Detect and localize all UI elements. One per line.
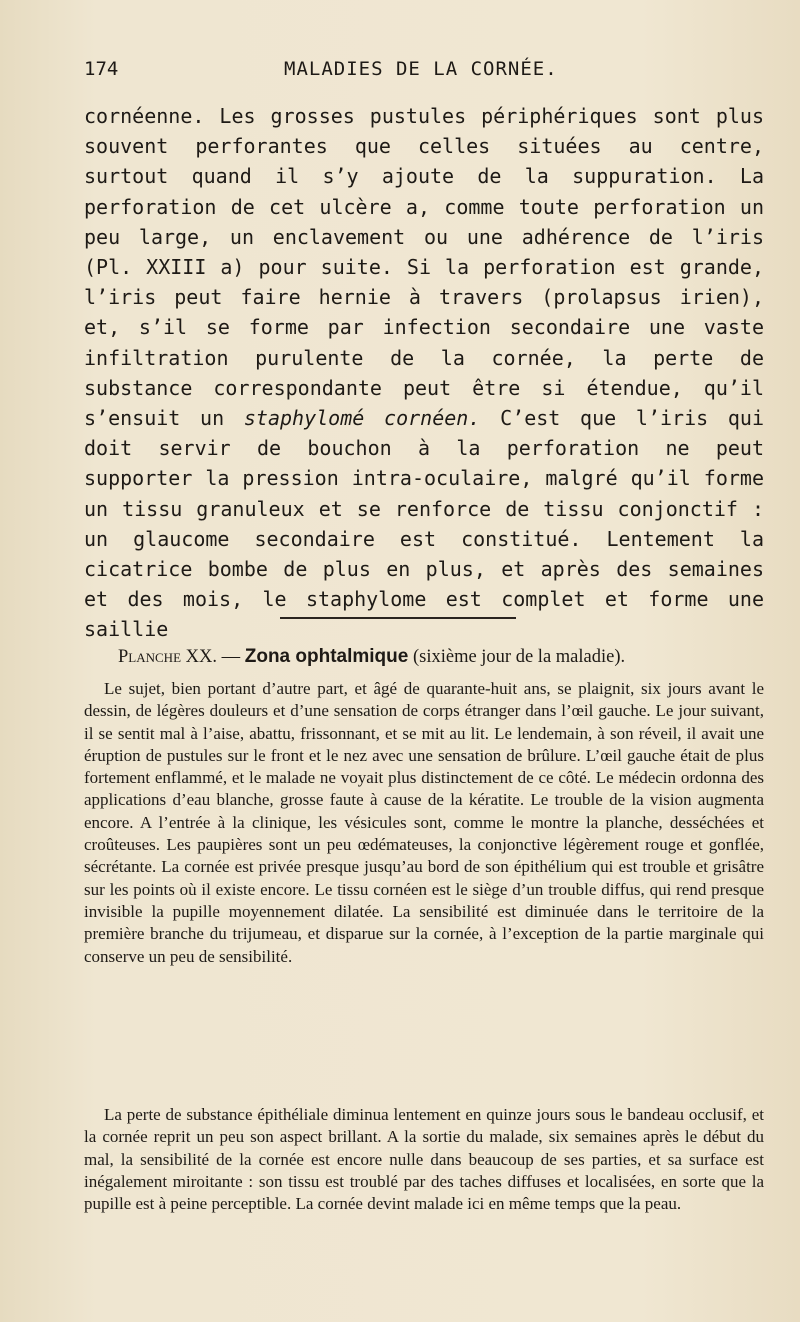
running-header	[84, 58, 764, 88]
main-text-part-b: C’est que l’iris qui doit servir de bouchon à la perforation ne peut supporter la pression intra-oculaire, malgré qu’il forme un tissu granuleux et se renforce de tissu conjonctif : un glaucome secondaire est constitué. Lentement la cicatrice bombe de plus en plus, et après des semaines et des mois, le staphylome est complet et forme une saillie	[84, 406, 765, 642]
plate-caption	[118, 646, 758, 668]
case-paragraph-2: La perte de substance épithéliale diminua lentement en quinze jours sous le bandeau occlusif, et la cornée reprit un peu son aspect brillant. A la sortie du malade, six semaines après le début du mal, la sensibilité de la cornée est encore nulle dans beaucoup de ses parties, et sa surface est inégalement miroitante : son tissu est troublé par des taches diffuses et localisées, en sorte que la pupille est à peine perceptible. La cornée devint malade ici en même temps que la peau.	[84, 1105, 764, 1214]
running-title: MALADIES DE LA CORNÉE.	[284, 58, 558, 80]
caption-dash: —	[216, 647, 245, 667]
main-text-italic: staphylomé cornéen.	[243, 406, 481, 431]
plate-title: Zona ophtalmique	[244, 646, 409, 667]
main-text-part-a: cornéenne. Les grosses pustules périphériques sont plus souvent perforantes que celles situées au centre, surtout quand il s’y ajoute de la suppuration. La perforation de cet ulcère a, comme toute perforation un peu large, un enclavement ou une adhérence de l’iris (Pl. XXIII a) pour suite. Si la perforation est grande, l’iris peut faire hernie à travers (prolapsus irien), et, s’il se forme par infection secondaire une vaste infiltration purulente de la cornée, la perte de substance correspondante peut être si étendue, qu’il s’ensuit un	[84, 104, 764, 431]
plate-subtitle: (sixième jour de la maladie).	[408, 647, 626, 667]
case-paragraph-1: Le sujet, bien portant d’autre part, et âgé de quarante-huit ans, se plaignit, six jours avant le dessin, de légères douleurs et d’une sensation de corps étranger dans l’œil gauche. Le jour suivant, il se sentit mal à l’aise, abattu, frissonnant, et se mit au lit. Le lendemain, à son réveil, il avait une éruption de pustules sur le front et le nez avec une sensation de brûlure. L’œil gauche était de plus fortement enflammé, et le malade ne voyait plus distinctement de ce côté. Le médecin ordonna des applications d’eau blanche, grosse faute à cause de la kératite. Le trouble de la vision augmenta encore. A l’entrée à la clinique, les vésicules sont, comme le montre la planche, desséchées et croûteuses. Les paupières sont un peu œdémateuses, la conjonctive légèrement rouge et gonflée, sécrétante. La cornée est privée presque jusqu’au bord de son épithélium qui est trouble et grisâtre sur les points où il existe encore. Le tissu cornéen est le siège d’un trouble diffus, qui rend presque invisible la pupille moyennement dilatée. La sensibilité est diminuée dans le territoire de la première branche du trijumeau, et disparue sur la cornée, à l’exception de la partie marginale qui conserve un peu de sensibilité.	[84, 679, 764, 966]
main-paragraph	[84, 101, 764, 645]
page-number: 174	[84, 58, 119, 80]
plate-label: Planche XX.	[118, 647, 217, 667]
section-divider	[280, 617, 516, 619]
